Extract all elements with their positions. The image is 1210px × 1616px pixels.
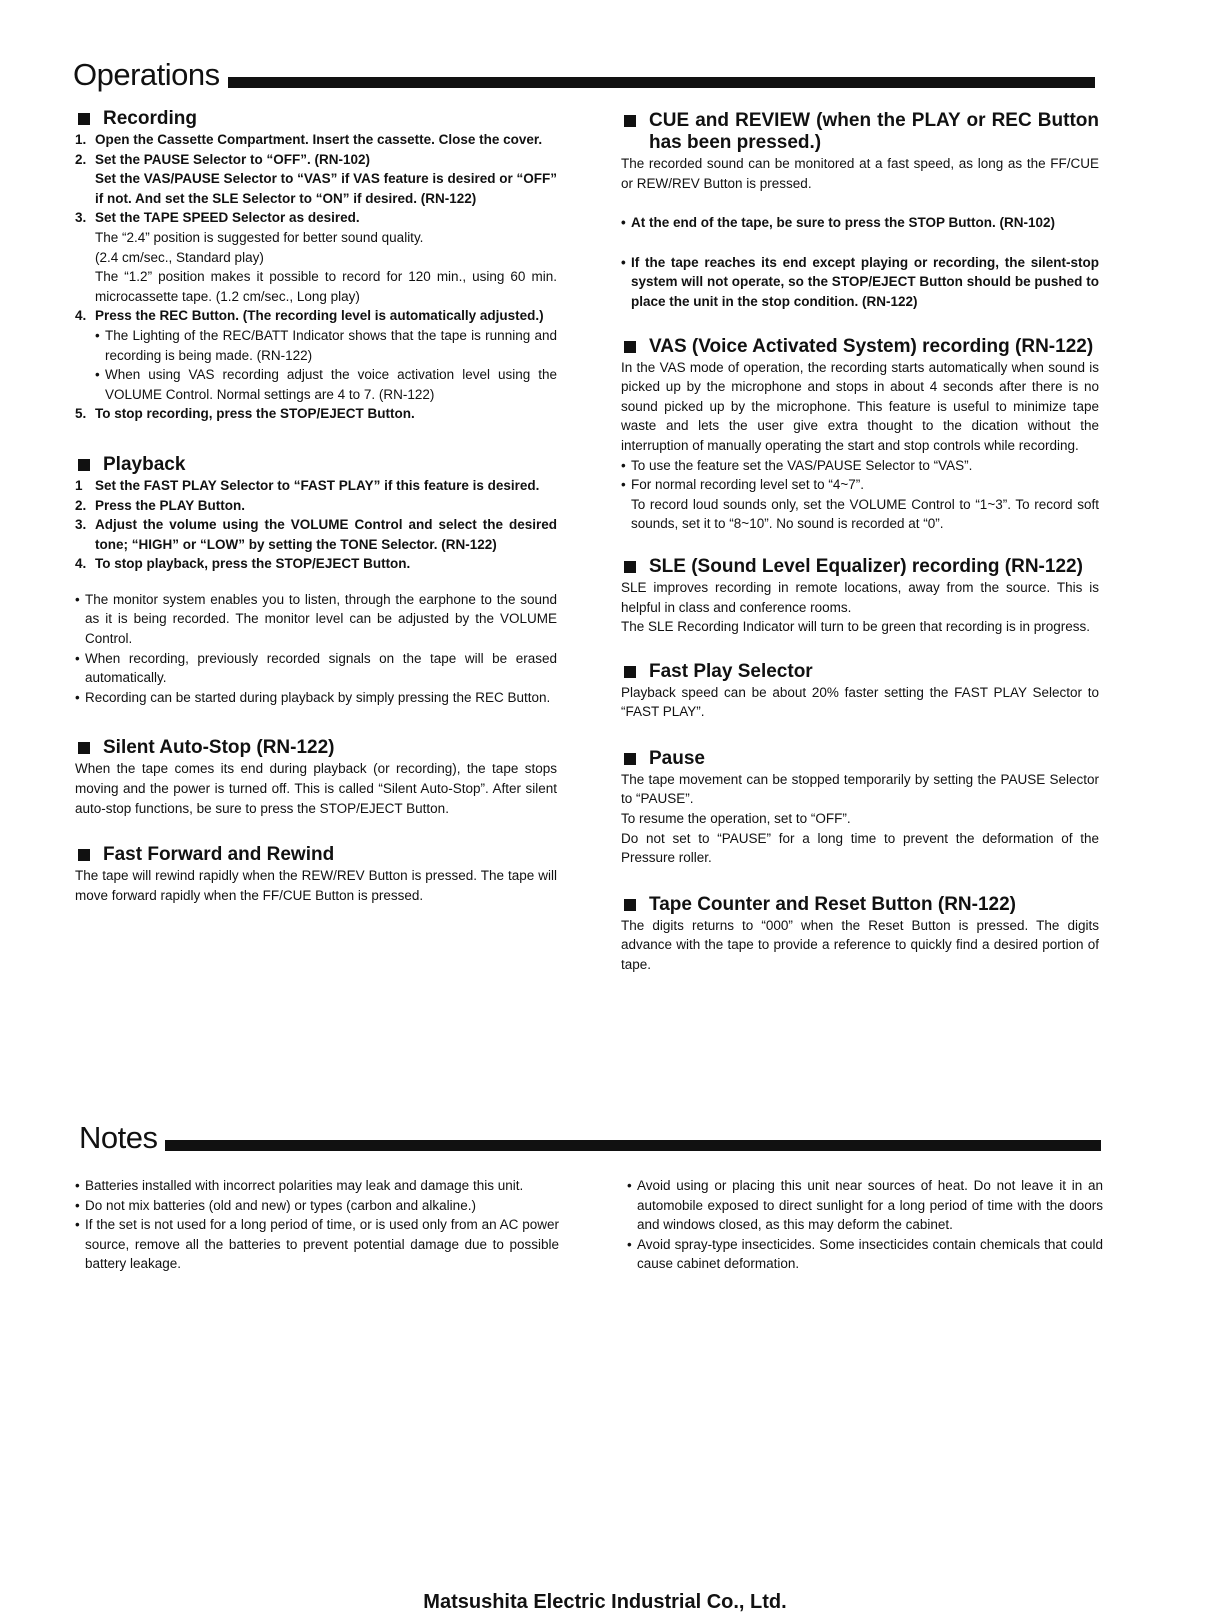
square-bullet-icon	[78, 849, 90, 861]
playback-steps	[75, 476, 557, 574]
bullet-item: • Recording can be started during playback by simply pressing the REC Button.	[75, 689, 551, 705]
cue-review-body: The recorded sound can be monitored at a fast speed, as long as the FF/CUE or REW/REV Button is pressed.	[621, 156, 1099, 191]
pause-heading: Pause	[621, 748, 1099, 770]
square-bullet-icon	[624, 115, 636, 127]
cue-review-heading: CUE and REVIEW (when the PLAY or REC Button has been pressed.)	[621, 110, 1099, 154]
sle-body-2: The SLE Recording Indicator will turn to be green that recording is in progress.	[621, 619, 1090, 635]
list-item: 1. Open the Cassette Compartment. Insert the cassette. Close the cover.	[75, 132, 543, 147]
bullet-item: • To use the feature set the VAS/PAUSE Selector to “VAS”.	[621, 457, 973, 473]
ff-rewind-body: The tape will rewind rapidly when the REW/REV Button is pressed. The tape will move forward rapidly when the FF/CUE Button is pressed.	[75, 868, 557, 903]
list-item: 4. Press the REC Button. (The recording level is automatically adjusted.) • The Lighting of the REC/BATT Indicator shows that the tape is running and recording is being made. (RN-122) • When using VAS recording adjust the voice activation level using the VOLUME Control. Normal settings are 4 to 7. (RN-122)	[75, 306, 557, 404]
list-item: 3. Adjust the volume using the VOLUME Control and select the desired tone; “HIGH” or “LOW” by setting the TONE Selector. (RN-122)	[75, 517, 557, 552]
silent-autostop-body: When the tape comes its end during playback (or recording), the tape stops moving and the power is turned off. This is called “Silent Auto-Stop”. After silent auto-stop functions, be sure to press the STOP/EJECT Button.	[75, 761, 557, 816]
square-bullet-icon	[624, 666, 636, 678]
tape-counter-body: The digits returns to “000” when the Reset Button is pressed. The digits advance with the tape to provide a reference to quickly find a desired portion of tape.	[621, 917, 1099, 973]
bullet-item: • When using VAS recording adjust the voice activation level using the VOLUME Control. Normal settings are 4 to 7. (RN-122)	[95, 367, 557, 402]
sle-body: SLE improves recording in remote locations, away from the source. This is helpful in class and conference rooms.	[621, 579, 1099, 615]
note-item: • Batteries installed with incorrect polarities may leak and damage this unit.	[75, 1178, 524, 1193]
bullet-item: • For normal recording level set to “4~7”.	[621, 477, 864, 493]
operations-header	[73, 58, 1095, 92]
playback-heading: Playback	[75, 454, 557, 476]
ff-rewind-heading: Fast Forward and Rewind	[75, 844, 557, 866]
right-column	[621, 110, 1099, 975]
bullet-item: • If the tape reaches its end except playing or recording, the silent-stop system will not operate, so the STOP/EJECT Button should be pushed to place the unit in the stop condition. (RN-122)	[621, 254, 1099, 309]
square-bullet-icon	[624, 753, 636, 765]
vas-body: In the VAS mode of operation, the recording starts automatically when sound is picked up by the microphone and stops in about 4 seconds after there is no sound picked up by the microphone. This feature is useful to minimize tape waste and lets the user give extra thought to the dication without the interruption of manually operating the start and stop controls while recording.	[621, 359, 1099, 453]
speed-note: The “1.2” position makes it possible to record for 120 min., using 60 min. microcassette tape. (1.2 cm/sec., Long play)	[95, 269, 557, 304]
recording-steps	[75, 130, 557, 424]
square-bullet-icon	[78, 742, 90, 754]
notes-left	[75, 1176, 559, 1274]
square-bullet-icon	[624, 561, 636, 573]
speed-note: The “2.4” position is suggested for better sound quality.	[95, 229, 424, 245]
notes-header	[79, 1121, 1101, 1155]
operations-title: Operations	[73, 57, 220, 92]
recording-heading: Recording	[75, 108, 557, 130]
pause-body-3: Do not set to “PAUSE” for a long time to prevent the deformation of the Pressure roller.	[621, 830, 1099, 866]
pause-body: The tape movement can be stopped temporarily by setting the PAUSE Selector to “PAUSE”.	[621, 771, 1099, 807]
square-bullet-icon	[624, 899, 636, 911]
tape-counter-heading: Tape Counter and Reset Button (RN-122)	[621, 894, 1099, 916]
notes-title: Notes	[79, 1120, 158, 1155]
square-bullet-icon	[624, 341, 636, 353]
notes-right	[627, 1176, 1103, 1274]
note-item: • Do not mix batteries (old and new) or types (carbon and alkaline.)	[75, 1197, 476, 1213]
note-item: • If the set is not used for a long period of time, or is used only from an AC power source, remove all the batteries to prevent potential damage due to possible battery leakage.	[75, 1217, 559, 1272]
note-item: • Avoid using or placing this unit near sources of heat. Do not leave it in an automobile exposed to direct sunlight for a long period of time with the doors and windows closed, as this may deform the cabinet.	[627, 1178, 1103, 1233]
note-item: • Avoid spray-type insecticides. Some insecticides contain chemicals that could cause cabinet deformation.	[627, 1236, 1103, 1272]
company-footer: Matsushita Electric Industrial Co., Ltd.	[423, 1591, 787, 1613]
speed-note: (2.4 cm/sec., Standard play)	[95, 249, 264, 265]
list-item: 4. To stop playback, press the STOP/EJECT Button.	[75, 556, 411, 572]
square-bullet-icon	[78, 113, 90, 125]
list-item: 3. Set the TAPE SPEED Selector as desired. The “2.4” position is suggested for better sound quality. (2.4 cm/sec., Standard play) The “1.2” position makes it possible to record for 120 min., using 60 min. microcassette tape. (1.2 cm/sec., Long play)	[75, 208, 557, 306]
list-item: 5. To stop recording, press the STOP/EJECT Button.	[75, 406, 415, 422]
list-item: 1 Set the FAST PLAY Selector to “FAST PLAY” if this feature is desired.	[75, 477, 540, 493]
pause-body-2: To resume the operation, set to “OFF”.	[621, 811, 851, 827]
fast-play-body: Playback speed can be about 20% faster setting the FAST PLAY Selector to “FAST PLAY”.	[621, 684, 1099, 720]
silent-autostop-heading: Silent Auto-Stop (RN-122)	[75, 737, 557, 759]
bullet-item: • The Lighting of the REC/BATT Indicator shows that the tape is running and recording is being made. (RN-122)	[95, 327, 557, 363]
left-column	[75, 108, 557, 905]
fast-play-heading: Fast Play Selector	[621, 661, 1099, 683]
list-item: 2. Press the PLAY Button.	[75, 497, 246, 513]
bullet-item: • The monitor system enables you to listen, through the earphone to the sound as it is being recorded. The monitor level can be adjusted by the VOLUME Control.	[75, 591, 557, 647]
operations-rule	[228, 77, 1095, 88]
playback-notes	[75, 590, 557, 708]
vas-tail: To record loud sounds only, set the VOLUME Control to “1~3”. To record soft sounds, set it to “8~10”. No sound is recorded at “0”.	[631, 496, 1099, 532]
bullet-item: • At the end of the tape, be sure to press the STOP Button. (RN-102)	[621, 215, 1056, 231]
list-item: 2. Set the PAUSE Selector to “OFF”. (RN-102) Set the VAS/PAUSE Selector to “VAS” if VAS feature is desired or “OFF” if not. And set the SLE Selector to “ON” if desired. (RN-122)	[75, 151, 557, 206]
sle-heading: SLE (Sound Level Equalizer) recording (RN-122)	[621, 556, 1099, 578]
bullet-item: • When recording, previously recorded signals on the tape will be erased automatically.	[75, 650, 557, 686]
vas-heading: VAS (Voice Activated System) recording (RN-122)	[621, 336, 1099, 358]
notes-rule	[165, 1140, 1101, 1151]
square-bullet-icon	[78, 459, 90, 471]
